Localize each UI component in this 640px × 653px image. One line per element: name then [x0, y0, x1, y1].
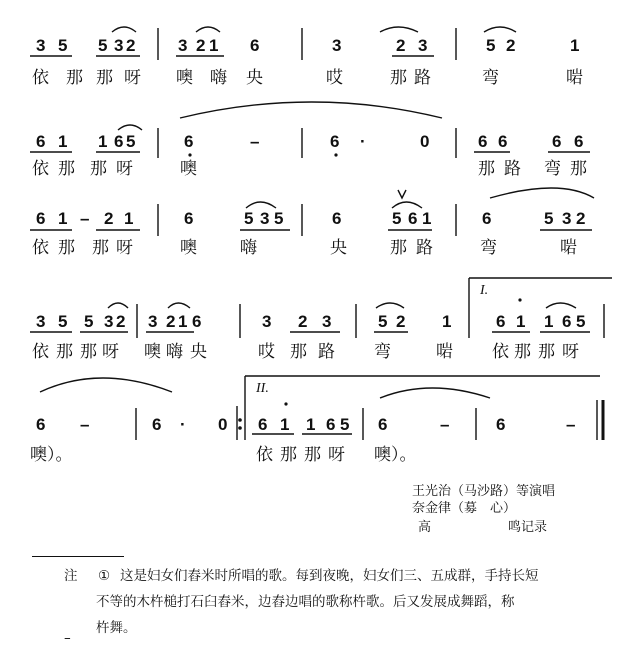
lyric: 那: [92, 238, 109, 258]
note: 6: [552, 132, 562, 151]
lyric: 那: [80, 342, 97, 362]
lyric: 哎: [258, 342, 275, 362]
volta-label: I.: [480, 283, 489, 298]
lyric: 那: [90, 159, 107, 179]
lyric: 噢: [144, 342, 161, 362]
lyric: 那: [390, 238, 407, 258]
note: 6: [482, 209, 492, 228]
note: –: [80, 209, 90, 228]
lyric: 呀: [562, 342, 579, 362]
note: 5: [340, 415, 350, 434]
note: 3: [418, 36, 428, 55]
note: 6: [378, 415, 388, 434]
footnote-dash: –: [64, 630, 71, 646]
note: 2: [166, 312, 176, 331]
lyric: 弯: [544, 159, 561, 179]
repeat-dot: [238, 426, 242, 430]
note: 1: [178, 312, 188, 331]
note: 5: [544, 209, 554, 228]
note: 3: [36, 312, 46, 331]
footnote-line-1: 这是妇女们舂米时所唱的歌。每到夜晚，妇女们三、五成群，手持长短: [120, 568, 539, 584]
note: 3: [322, 312, 332, 331]
lyric: 噢）。: [374, 445, 417, 465]
lyric: 那: [538, 342, 555, 362]
lyric: 那: [390, 68, 407, 88]
note: 1: [570, 36, 580, 55]
lyric: 央: [246, 68, 263, 88]
lyric: 噢: [176, 68, 193, 88]
note: 0: [420, 132, 430, 151]
note: 6: [36, 209, 46, 228]
slur: [168, 303, 190, 308]
footnote-line-3: 杵舞。: [96, 620, 137, 636]
lyric: 依: [492, 342, 509, 362]
slur: [246, 202, 276, 208]
note: 5: [98, 36, 108, 55]
lyric: 那: [58, 159, 75, 179]
note: 6: [258, 415, 268, 434]
footnote-divider: [32, 556, 124, 557]
note: 2: [576, 209, 586, 228]
note: 6: [408, 209, 418, 228]
performer-credit-2: 奈金律（募 心）: [412, 501, 517, 516]
note: 2: [506, 36, 516, 55]
lyric: 那: [478, 159, 495, 179]
note: 5: [84, 312, 94, 331]
low-octave-dot: [188, 153, 191, 156]
high-octave-dot: [518, 298, 521, 301]
slur: [180, 102, 442, 118]
note: 3: [260, 209, 270, 228]
repeat-dot: [238, 418, 242, 422]
note: 6: [478, 132, 488, 151]
note: 1: [516, 312, 526, 331]
note: 1: [124, 209, 134, 228]
footnote-marker: ①: [98, 568, 111, 584]
note: 3: [178, 36, 188, 55]
note: 5: [392, 209, 402, 228]
note: 3: [332, 36, 342, 55]
lyric: 那: [514, 342, 531, 362]
lyric: 呀: [102, 342, 119, 362]
lyric: 路: [416, 238, 433, 258]
note: 5: [486, 36, 496, 55]
note: 0: [218, 415, 228, 434]
note: 1: [442, 312, 452, 331]
lyric: 嗨: [166, 342, 183, 362]
note: 3: [262, 312, 272, 331]
note: 6: [114, 132, 124, 151]
note: 6: [250, 36, 260, 55]
lyric: 那: [290, 342, 307, 362]
lyric: 央: [190, 342, 207, 362]
note: 5: [274, 209, 284, 228]
note: –: [80, 415, 90, 434]
note: –: [566, 415, 576, 434]
lyric: 那: [66, 68, 83, 88]
lyric: 啱: [560, 238, 577, 258]
lyric: 呀: [116, 238, 133, 258]
slur: [380, 388, 490, 398]
lyric: 弯: [480, 238, 497, 258]
note: 2: [104, 209, 114, 228]
note: 1: [98, 132, 108, 151]
note: 6: [496, 415, 506, 434]
note: 5: [576, 312, 586, 331]
note: 1: [306, 415, 316, 434]
note: 1: [280, 415, 290, 434]
slur: [380, 27, 418, 32]
note: 3: [104, 312, 114, 331]
lyric: 路: [414, 68, 431, 88]
slur: [40, 378, 172, 392]
lyric: 呀: [116, 159, 133, 179]
note: 3: [114, 36, 124, 55]
lyric: 央: [330, 238, 347, 258]
note: 3: [562, 209, 572, 228]
lyric: 那: [570, 159, 587, 179]
lyric: 噢: [180, 159, 197, 179]
slur: [546, 303, 576, 308]
lyric: 那: [304, 445, 321, 465]
lyric: 那: [58, 238, 75, 258]
lyric: 依: [32, 238, 49, 258]
slur: [196, 27, 220, 32]
footnote-line-2: 不等的木杵槌打石臼舂米，边舂边唱的歌称杵歌。后又发展成舞蹈，称: [96, 594, 515, 610]
lyric: 啱: [566, 68, 583, 88]
note: 6: [184, 132, 194, 151]
note: 6: [496, 312, 506, 331]
lyric: 呀: [124, 68, 141, 88]
note: 1: [209, 36, 219, 55]
note: 6: [498, 132, 508, 151]
note: 6: [562, 312, 572, 331]
note: 2: [298, 312, 308, 331]
performer-credit-1: 王光治（马沙路）等演唱: [412, 484, 556, 499]
breath-mark: [398, 190, 406, 198]
note: 5: [58, 312, 68, 331]
note: 6: [184, 209, 194, 228]
lyric: 那: [280, 445, 297, 465]
lyric: 弯: [482, 68, 499, 88]
note: 5: [126, 132, 136, 151]
note: –: [440, 415, 450, 434]
note: 5: [58, 36, 68, 55]
note: 6: [192, 312, 202, 331]
note: 1: [422, 209, 432, 228]
note: 1: [58, 209, 68, 228]
footnote-label: 注: [64, 568, 78, 584]
note: 3: [148, 312, 158, 331]
lyric: 依: [32, 342, 49, 362]
slur: [118, 125, 142, 130]
lyric: 依: [32, 68, 49, 88]
note: 6: [574, 132, 584, 151]
note: 6: [36, 415, 46, 434]
note: ·: [360, 132, 366, 151]
note: 6: [36, 132, 46, 151]
lyric: 路: [504, 159, 521, 179]
lyric: 弯: [374, 342, 391, 362]
slur: [108, 303, 128, 308]
recorder-credit: 鸣记录: [508, 520, 548, 535]
recorder-surname: 高: [418, 520, 432, 535]
note: 2: [396, 312, 406, 331]
note: 5: [378, 312, 388, 331]
lyric: 哎: [326, 68, 343, 88]
slur: [490, 188, 594, 198]
note: 2: [196, 36, 206, 55]
lyric: 路: [318, 342, 335, 362]
lyric: 啱: [436, 342, 453, 362]
lyric: 那: [96, 68, 113, 88]
lyric: 依: [32, 159, 49, 179]
lyric: 噢）。: [30, 445, 73, 465]
note: 6: [326, 415, 336, 434]
lyric: 呀: [328, 445, 345, 465]
lyric: 嗨: [240, 238, 257, 258]
lyric: 依: [256, 445, 273, 465]
slur: [484, 27, 516, 32]
low-octave-dot: [334, 153, 337, 156]
note: 3: [36, 36, 46, 55]
lyric: 噢: [180, 238, 197, 258]
lyric: 嗨: [210, 68, 227, 88]
slur: [376, 303, 404, 308]
note: 5: [244, 209, 254, 228]
note: 2: [116, 312, 126, 331]
volta-label: II.: [256, 381, 269, 396]
note: 1: [544, 312, 554, 331]
note: 6: [330, 132, 340, 151]
note: 6: [332, 209, 342, 228]
note: 6: [152, 415, 162, 434]
note: 2: [126, 36, 136, 55]
note: ·: [180, 415, 186, 434]
lyric: 那: [56, 342, 73, 362]
high-octave-dot: [284, 402, 287, 405]
note: –: [250, 132, 260, 151]
slur: [392, 202, 422, 208]
note: 1: [58, 132, 68, 151]
slur: [112, 27, 136, 32]
note: 2: [396, 36, 406, 55]
